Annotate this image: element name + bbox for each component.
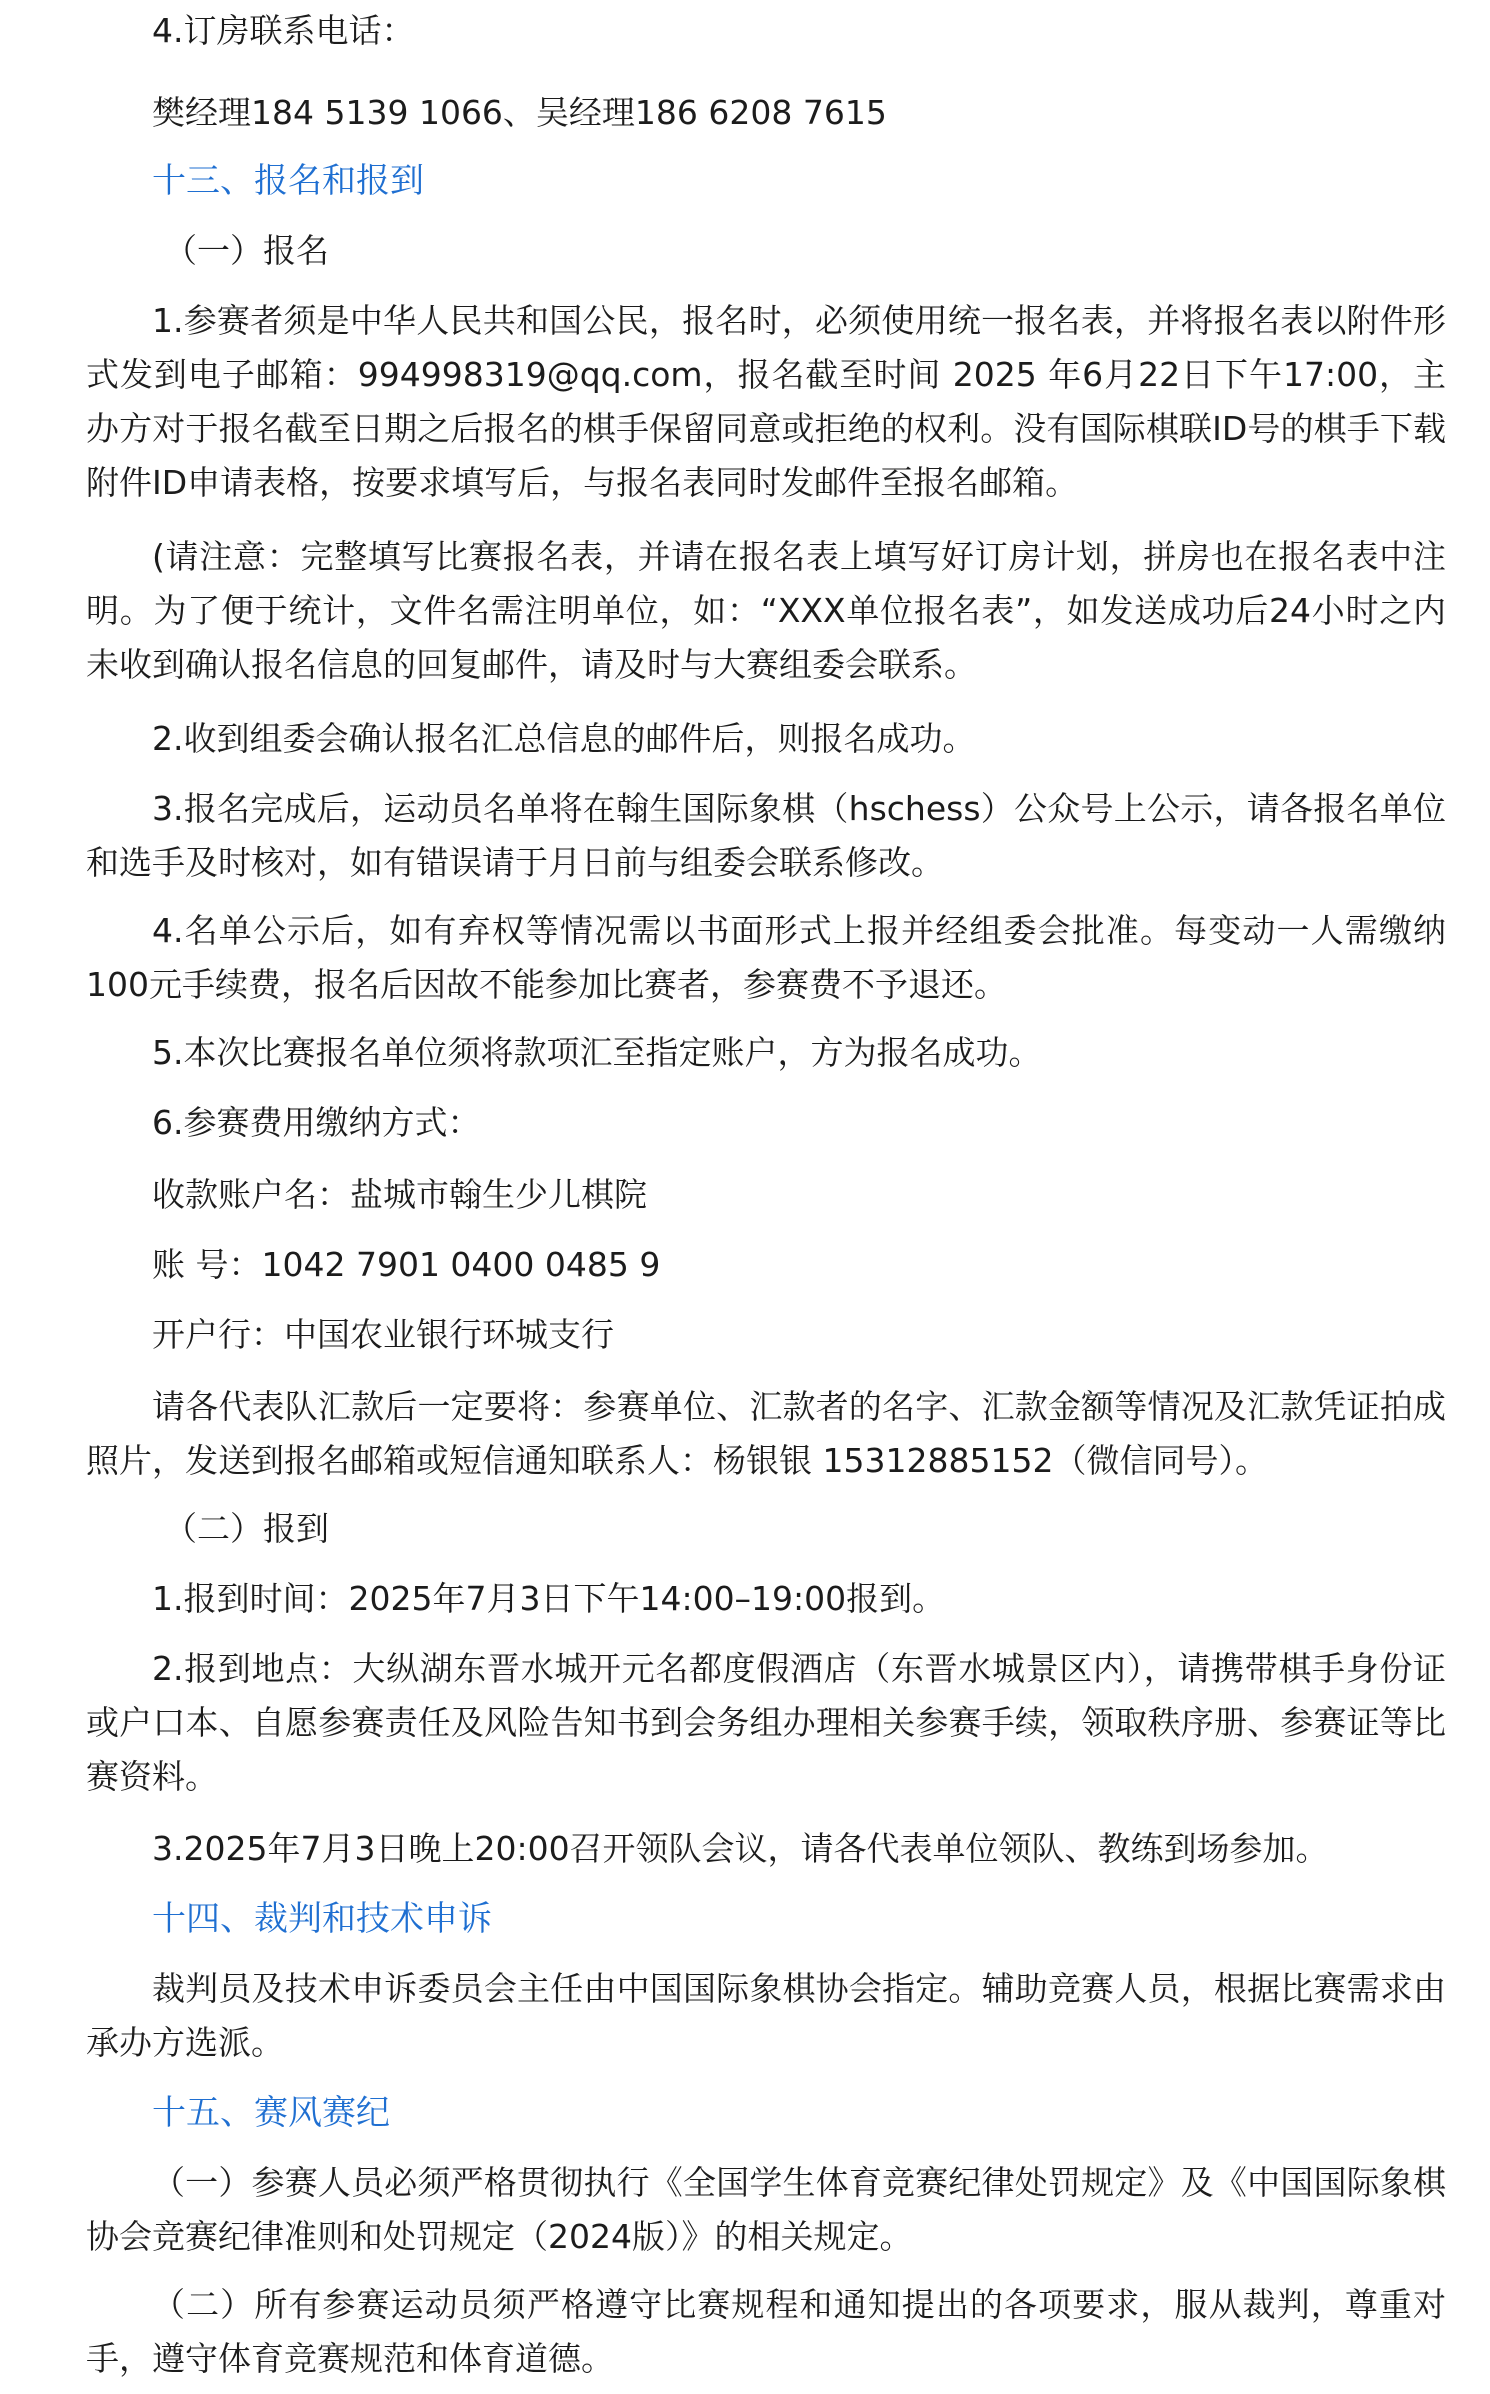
section-14-title: 十四、裁判和技术申诉 — [152, 1899, 492, 1939]
section-15-item-2: （二）所有参赛运动员须严格遵守比赛规程和通知提出的各项要求，服从裁判，尊重对手，遵守体育竞赛规范和体育道德。 — [86, 2285, 1446, 2378]
leaders-meeting: 3.2025年7月3日晚上20:00召开领队会议，请各代表单位领队、教练到场参加。 — [152, 1829, 1329, 1868]
remit-note: 请各代表队汇款后一定要将：参赛单位、汇款者的名字、汇款金额等情况及汇款凭证拍成照片，发送到报名邮箱或短信通知联系人：杨银银 15312885152（微信同号）。 — [86, 1387, 1446, 1480]
booking-phone-label: 4.订房联系电话： — [152, 11, 415, 50]
registration-item-4: 4.名单公示后，如有弃权等情况需以书面形式上报并经组委会批准。每变动一人需缴纳100元手续费，报名后因故不能参加比赛者，参赛费不予退还。 — [86, 911, 1446, 1004]
booking-phone-numbers: 樊经理184 5139 1066、吴经理186 6208 7615 — [152, 93, 887, 132]
account-number: 账 号：1042 7901 0400 0485 9 — [152, 1245, 661, 1284]
section-13-sub-registration: （一）报名 — [164, 231, 329, 270]
registration-item-1: 1.参赛者须是中华人民共和国公民，报名时，必须使用统一报名表，并将报名表以附件形式发到电子邮箱：994998319@qq.com，报名截至时间 2025 年6月22日下午17:00，主办方对于报名截至日期之后报名的棋手保留同意或拒绝的权利。没有国际棋联ID号的棋手下载附件ID申请表格，按要求填写后，与报名表同时发邮件至报名邮箱。 — [86, 301, 1446, 502]
checkin-time: 1.报到时间：2025年7月3日下午14:00–19:00报到。 — [152, 1579, 946, 1618]
registration-item-5: 5.本次比赛报名单位须将款项汇至指定账户，方为报名成功。 — [152, 1033, 1042, 1072]
registration-note: (请注意：完整填写比赛报名表，并请在报名表上填写好订房计划，拼房也在报名表中注明。为了便于统计，文件名需注明单位，如：“XXX单位报名表”，如发送成功后24小时之内未收到确认报名信息的回复邮件，请及时与大赛组委会联系。 — [86, 537, 1446, 684]
registration-item-3: 3.报名完成后，运动员名单将在翰生国际象棋（hschess）公众号上公示，请各报名单位和选手及时核对，如有错误请于月日前与组委会联系修改。 — [86, 789, 1446, 882]
section-13-sub-checkin: （二）报到 — [164, 1509, 329, 1548]
section-15-item-1: （一）参赛人员必须严格贯彻执行《全国学生体育竞赛纪律处罚规定》及《中国国际象棋协会竞赛纪律准则和处罚规定（2024版）》的相关规定。 — [86, 2163, 1446, 2256]
section-15-title: 十五、赛风赛纪 — [152, 2093, 390, 2133]
checkin-place: 2.报到地点：大纵湖东晋水城开元名都度假酒店（东晋水城景区内），请携带棋手身份证或户口本、自愿参赛责任及风险告知书到会务组办理相关参赛手续，领取秩序册、参赛证等比赛资料。 — [86, 1649, 1446, 1796]
section-14-text: 裁判员及技术申诉委员会主任由中国国际象棋协会指定。辅助竞赛人员，根据比赛需求由承办方选派。 — [86, 1969, 1446, 2062]
registration-item-6: 6.参赛费用缴纳方式： — [152, 1103, 481, 1142]
account-name: 收款账户名：盐城市翰生少儿棋院 — [152, 1175, 647, 1214]
registration-item-2: 2.收到组委会确认报名汇总信息的邮件后，则报名成功。 — [152, 719, 976, 758]
section-13-title: 十三、报名和报到 — [152, 161, 424, 201]
bank-name: 开户行：中国农业银行环城支行 — [152, 1315, 614, 1354]
